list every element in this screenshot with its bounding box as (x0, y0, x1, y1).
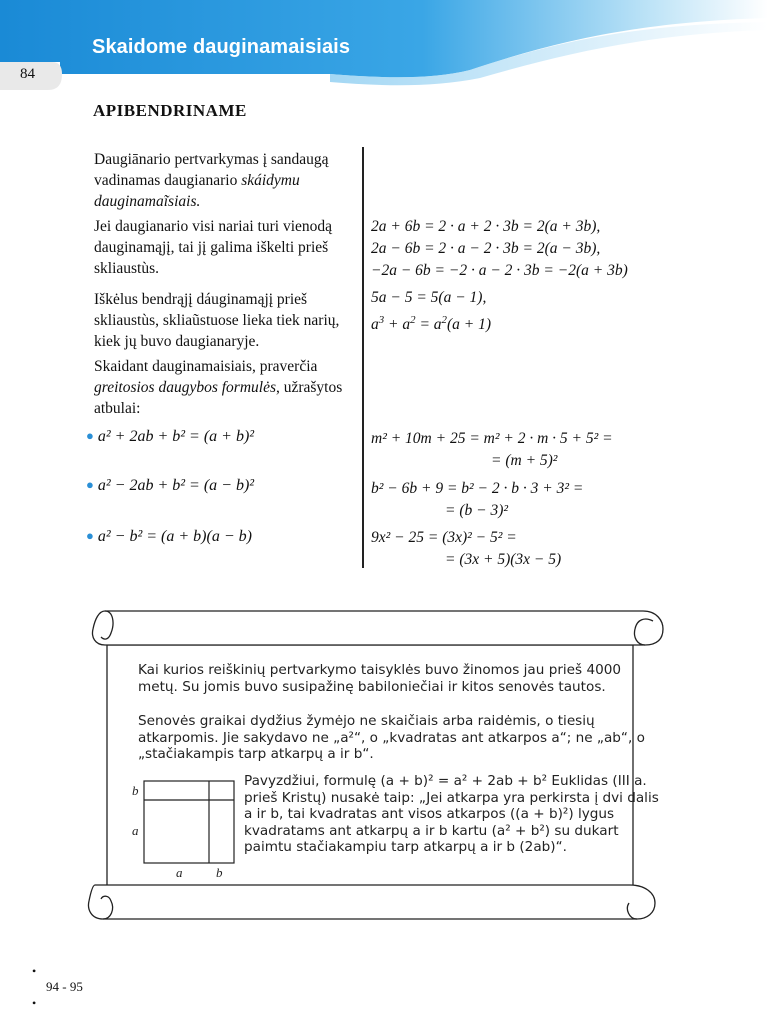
formula-square-diff: ● a² − 2ab + b² = (a − b)² (86, 477, 255, 494)
remaining-terms-examples (371, 287, 701, 336)
formula-square-sum: ● a² + 2ab + b² = (a + b)² (86, 428, 255, 445)
scroll-paragraph-3: Pavyzdžiui, formulę (a + b)² = a² + 2ab + b² Euklidas (III a. prieš Kristų) nusakė taip: „Jei atkarpa yra perkirsta į dvi dalis a ir b, tai kvadratas ant visos atkarpos ((a + b)²) lygus kvadratams ant atkarpų a ir b kartu (a² + b²) su dukart paimtu stačiakampiu tarp atkarpų a ir b (2ab)“. (244, 773, 659, 856)
example-line: 2a − 6b = 2 · a − 2 · 3b = 2(a − 3b), (371, 240, 601, 257)
scroll-paragraph-2: Senovės graikai dydžius žymėjo ne skaičiais arba raidėmis, o tiesių atkarpomis. Jie sakydavo ne „a²“, o „kvadratas ant atkarpos a“; ne „ab“, o „stačiakampis tarp atkarpų a ir b“. (138, 713, 645, 763)
page-number: 84 (20, 66, 35, 82)
example-line: = (b − 3)² (445, 502, 509, 519)
example-line: = (3x + 5)(3x − 5) (445, 551, 562, 568)
footer-bullet: • (32, 964, 37, 978)
column-divider (362, 147, 364, 568)
section-title: APIBENDRINAME (93, 101, 247, 120)
definition-text: Daugiānario pertvarkymas į sandaugą vadinamas daugianario skáidymu dauginamaĩsiais. (94, 151, 329, 210)
label-b-bottom: b (216, 865, 223, 880)
example-diff-squares (371, 527, 561, 571)
common-factor-examples (371, 216, 701, 282)
scroll-paragraph-1: Kai kurios reiškinių pertvarkymo taisyklės buvo žinomos jau prieš 4000 metų. Su jomis buvo susipažinę babiloniečiai ir kitos senovės tautos. (138, 662, 622, 695)
example-line: b² − 6b + 9 = b² − 2 · b · 3 + 3² = (371, 480, 584, 497)
page-title: Skaidome dauginamaisiais (92, 36, 351, 58)
label-a-side: a (132, 823, 139, 838)
square-diagram (143, 780, 235, 864)
example-line: 9x² − 25 = (3x)² − 5² = (371, 529, 517, 546)
formulas-intro-text: Skaidant dauginamaisiais, praverčia greitosios daugybos formulės, užrašytos atbulai: (94, 358, 343, 417)
common-factor-text: Jei daugianario visi nariai turi vienodą dauginamąjį, tai jį galima iškelti prieš skliaustùs. (94, 218, 333, 277)
example-line: 5a − 5 = 5(a − 1), (371, 289, 487, 306)
example-line: −2a − 6b = −2 · a − 2 · 3b = −2(a + 3b) (371, 262, 628, 279)
example-line: = (m + 5)² (491, 452, 558, 469)
label-a-bottom: a (176, 865, 183, 880)
example-square-sum (371, 428, 613, 472)
formula-diff-squares: ● a² − b² = (a + b)(a − b) (86, 528, 252, 545)
footer-page-range: 94 - 95 (46, 979, 83, 994)
remaining-terms-text: Iškėlus bendrąjį dáuginamąjį prieš skliaustùs, skliaũstuose lieka tiek narių, kiek jų buvo daugianaryje. (94, 291, 340, 350)
example-line: 2a + 6b = 2 · a + 2 · 3b = 2(a + 3b), (371, 218, 601, 235)
bullet-icon: ● (86, 428, 94, 443)
bullet-icon: ● (86, 477, 94, 492)
bullet-icon: ● (86, 528, 94, 543)
footer-bullet: • (32, 996, 37, 1010)
label-b-side: b (132, 783, 139, 798)
example-line: $a^3 + a^2 = a^2(a + 1)$ (371, 314, 491, 334)
example-line: m² + 10m + 25 = m² + 2 · m · 5 + 5² = (371, 430, 613, 447)
scroll-frame (85, 605, 665, 925)
example-square-diff (371, 478, 583, 522)
